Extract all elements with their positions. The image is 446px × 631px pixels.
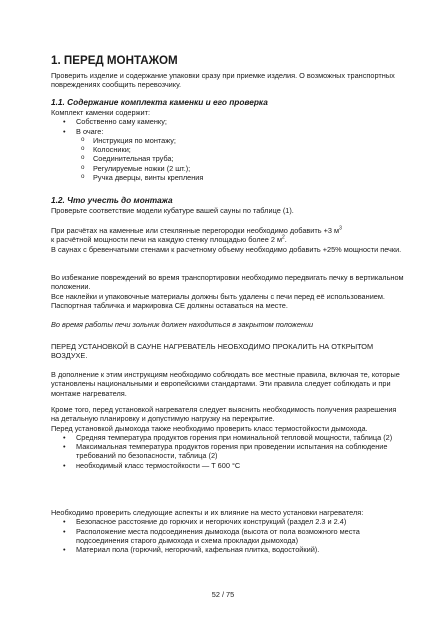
intro-paragraph: Проверить изделие и содержание упаковки сразу при приемке изделия. О возможных транспортных повреждениях сообщить перевозчику. bbox=[51, 71, 395, 90]
list-item: o Регулируемые ножки (2 шт.); bbox=[51, 164, 405, 173]
list-item: • необходимый класс термостойкости — T 600 °C bbox=[51, 461, 405, 470]
kit-list bbox=[51, 117, 405, 182]
transport-block bbox=[51, 273, 405, 310]
section-1-1 bbox=[51, 97, 405, 182]
aspects-block bbox=[51, 508, 405, 554]
rules-paragraph: В дополнение к этим инструкциям необходимо соблюдать все местные правила, включая те, которые установлены национальными и европейскими стандартами. Эти правила следует соблюдать и при монтаже нагревателя. bbox=[51, 370, 400, 398]
stickers-note: Все наклейки и упаковочные материалы должны быть удалены с печи перед её использованием. Паспортная табличка и маркировка CE должны оставаться на месте. bbox=[51, 291, 385, 310]
list-item: • Собственно саму каменку; bbox=[51, 117, 405, 126]
list-item: • Материал пола (горючий, негорючий, кафельная плитка, водостойкий). bbox=[51, 545, 405, 554]
list-item: o Колосники; bbox=[51, 145, 405, 154]
kit-lead: Комплект каменки содержит: bbox=[51, 108, 151, 117]
superscript: 3 bbox=[339, 225, 342, 232]
model-check: Проверьте соответствие модели кубатуре вашей сауны по таблице (1). bbox=[51, 206, 294, 215]
list-item: o Ручка дверцы, винты крепления bbox=[51, 173, 405, 182]
firebox-contents-list bbox=[51, 136, 405, 182]
calc-text: . bbox=[284, 235, 287, 245]
chimney-list bbox=[51, 433, 405, 470]
list-item: • Безопасное расстояние до горючих и негорючих конструкций (раздел 2.3 и 2.4) bbox=[51, 517, 405, 526]
chimney-class-note: Перед установкой дымохода также необходимо проверить класс термостойкости дымохода. bbox=[51, 423, 368, 433]
list-item: • Расположение места подсоединения дымохода (высота от пола возможного места подсоединения старого дымохода и схема прокладки дымохода) bbox=[51, 527, 405, 546]
subsection-title-1-1: 1.1. Содержание комплекта каменки и его проверка bbox=[51, 97, 268, 107]
page-number: 52 / 75 bbox=[211, 590, 235, 599]
warning-text: ПЕРЕД УСТАНОВКОЙ В САУНЕ НАГРЕВАТЕЛЬ НЕОБХОДИМО ПРОКАЛИТЬ НА ОТКРЫТОМ ВОЗДУХЕ. bbox=[51, 342, 374, 361]
aspects-list bbox=[51, 517, 405, 554]
superscript: 2 bbox=[282, 234, 285, 241]
calc-text: к расчётной мощности печи на каждую стенку площадью более 2 м bbox=[51, 235, 283, 245]
list-item: • Максимальная температура продуктов горения при проведении испытания на соблюдение требований по безопасности, таблица (2) bbox=[51, 442, 405, 461]
list-item: o Инструкция по монтажу; bbox=[51, 136, 405, 145]
section-title: 1. ПЕРЕД МОНТАЖОМ bbox=[51, 54, 178, 67]
calc-line-1 bbox=[51, 226, 405, 235]
calc-line-2 bbox=[51, 235, 405, 244]
power-calculation bbox=[51, 226, 405, 254]
log-wall-note: В саунах с бревенчатыми стенами к расчетному объему необходимо добавить +25% мощности печки. bbox=[51, 244, 402, 254]
list-item: • Средняя температура продуктов горения при номинальной тепловой мощности, таблица (2) bbox=[51, 433, 405, 442]
list-item: o Соединительная труба; bbox=[51, 154, 405, 163]
permit-note: Кроме того, перед установкой нагревателя следует выяснить необходимость получения разрешения на детальную планировку и допустимую нагрузку на перекрытие. bbox=[51, 405, 397, 424]
damage-note: Во избежание повреждений во время транспортировки необходимо передвигать печку в вертикальном положении. bbox=[51, 273, 404, 292]
aspects-lead: Необходимо проверить следующие аспекты и их влияние на место установки нагревателя: bbox=[51, 508, 364, 517]
section-1-2 bbox=[51, 195, 405, 215]
list-item-label: В очаге: bbox=[76, 126, 104, 136]
chimney-block bbox=[51, 405, 405, 470]
ash-pan-note: Во время работы печи зольник должен находиться в закрытом положении bbox=[51, 320, 314, 329]
subsection-title-1-2: 1.2. Что учесть до монтажа bbox=[51, 195, 173, 205]
list-item bbox=[51, 127, 405, 183]
calc-text: При расчётах на каменные или стеклянные перегородки необходимо добавить +3 м bbox=[51, 226, 340, 235]
